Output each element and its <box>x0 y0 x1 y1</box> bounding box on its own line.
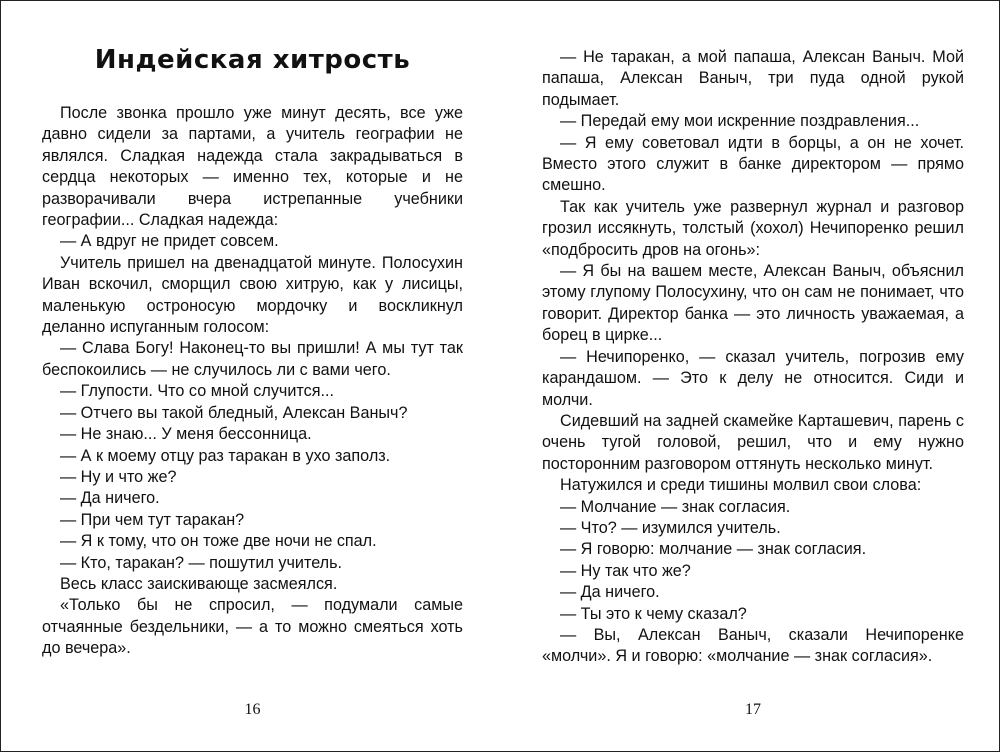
paragraph: — Глупости. Что со мной случится... <box>60 382 334 401</box>
paragraph: — Молчание — знак согласия. <box>560 497 791 516</box>
left-page <box>42 1 463 753</box>
paragraph: — А к моему отцу раз таракан в ухо заполз. <box>60 446 391 465</box>
paragraph: Сидевший на задней скамейке Карташевич, парень с очень тугой головой, решил, что и ему нужно посторонним разговором оттянуть несколько минут. <box>542 411 964 473</box>
paragraph: — Кто, таракан? — пошутил учитель. <box>60 553 343 572</box>
paragraph: — Не таракан, а мой папаша, Алексан Ваныч. Мой папаша, Алексан Ваныч, три пуда одной рукой подымает. <box>542 48 964 109</box>
paragraph: — Ну и что же? <box>60 467 177 486</box>
paragraph: — А вдруг не придет совсем. <box>60 232 279 251</box>
page-number-right: 17 <box>745 701 761 718</box>
story-title: Индейская хитрость <box>94 45 411 75</box>
paragraph: Весь класс заискивающе засмеялся. <box>60 574 338 593</box>
paragraph: Учитель пришел на двенадцатой минуте. Полосухин Иван вскочил, сморщил свою хитрую, как у лисицы, маленькую остроносую мордочку и воскликнул деланно испуганным голосом: <box>42 253 463 337</box>
paragraph: — Не знаю... У меня бессонница. <box>60 425 312 444</box>
paragraph: — Я к тому, что он тоже две ночи не спал. <box>60 532 377 551</box>
paragraph: — Нечипоренко, — сказал учитель, погрозив ему карандашом. — Это к делу не относится. Сиди и молчи. <box>542 347 964 409</box>
paragraph: — Отчего вы такой бледный, Алексан Ваныч? <box>60 403 408 422</box>
paragraph: — Что? — изумился учитель. <box>560 518 781 537</box>
paragraph: Натужился и среди тишины молвил свои слова: <box>560 476 922 495</box>
paragraph: — Слава Богу! Наконец-то вы пришли! А мы тут так беспокоились — не случилось ли с вами чего. <box>42 339 463 379</box>
paragraph: — Я бы на вашем месте, Алексан Ваныч, объяснил этому глупому Полосухину, что он сам не понимает, что говорит. Директор банка — это личность уважаемая, а борец в цирке... <box>542 262 964 345</box>
paragraph: После звонка прошло уже минут десять, все уже давно сидели за партами, а учитель географии не являлся. Сладкая надежда стала закрадываться в сердца некоторых — именно тех, которые и не разворачивали вчера истрепанные учебники географии... Сладкая надежда: <box>42 104 463 230</box>
paragraph: — Ты это к чему сказал? <box>560 604 747 623</box>
right-page-text <box>542 47 964 668</box>
paragraph: — Да ничего. <box>60 489 160 508</box>
paragraph: — Вы, Алексан Ваныч, сказали Нечипоренке «молчи». Я и говорю: «молчание — знак согласия». <box>542 625 964 666</box>
paragraph: — При чем тут таракан? <box>60 510 245 529</box>
paragraph: «Только бы не спросил, — подумали самые отчаянные бездельники, — а то можно смеяться хоть до вечера». <box>42 596 463 658</box>
right-page <box>542 1 964 753</box>
paragraph: — Я ему советовал идти в борцы, а он не хочет. Вместо этого служит в банке директором — прямо смешно. <box>542 133 964 195</box>
paragraph: — Да ничего. <box>560 583 660 602</box>
paragraph: — Передай ему мои искренние поздравления... <box>560 112 920 131</box>
left-page-text <box>42 103 463 660</box>
paragraph: — Я говорю: молчание — знак согласия. <box>560 540 867 559</box>
paragraph: Так как учитель уже развернул журнал и разговор грозил иссякнуть, толстый (хохол) Нечипоренко решил «подбросить дров на огонь»: <box>542 197 964 259</box>
page-number-left: 16 <box>244 701 261 718</box>
paragraph: — Ну так что же? <box>560 561 691 580</box>
